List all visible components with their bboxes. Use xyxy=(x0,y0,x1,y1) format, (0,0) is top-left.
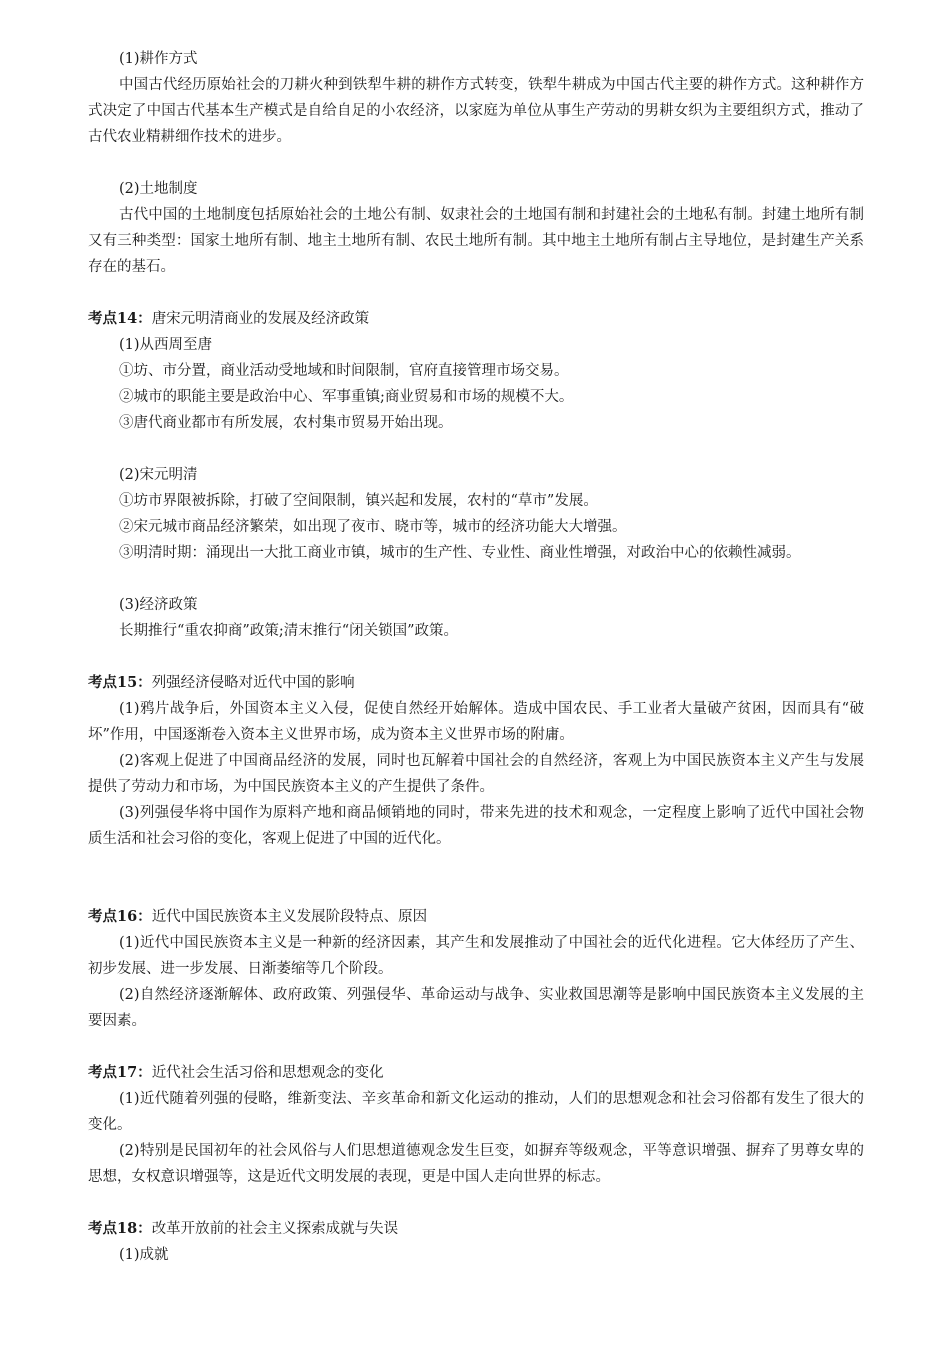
list-item: ③唐代商业都市有所发展，农村集市贸易开始出现。 xyxy=(119,415,453,431)
section-title: 列强经济侵略对近代中国的影响 xyxy=(151,675,355,691)
paragraph: (1)近代随着列强的侵略，维新变法、辛亥革命和新文化运动的推动，人们的思想观念和社会习俗都有发生了很大的变化。 xyxy=(88,1091,864,1133)
section-title: 唐宋元明清商业的发展及经济政策 xyxy=(151,311,370,327)
section-title: 近代中国民族资本主义发展阶段特点、原因 xyxy=(151,909,428,925)
section-label: 考点15： xyxy=(88,674,152,691)
subsection-title: (2)土地制度 xyxy=(119,181,198,197)
paragraph: 长期推行“重农抑商”政策;清末推行“闭关锁国”政策。 xyxy=(119,623,459,639)
paragraph: (2)客观上促进了中国商品经济的发展，同时也瓦解着中国社会的自然经济，客观上为中国民族资本主义产生与发展提供了劳动力和市场，为中国民族资本主义的产生提供了条件。 xyxy=(88,753,864,795)
section-title: 改革开放前的社会主义探索成就与失误 xyxy=(151,1221,399,1237)
list-item: ①坊、市分置，商业活动受地域和时间限制，官府直接管理市场交易。 xyxy=(119,363,569,379)
paragraph: (1)鸦片战争后，外国资本主义入侵，促使自然经开始解体。造成中国农民、手工业者大量破产贫困，因而具有“破坏”作用，中国逐渐卷入资本主义世界市场，成为资本主义世界市场的附庸。 xyxy=(88,701,864,743)
subsection-title: (1)耕作方式 xyxy=(119,51,198,67)
section-heading-17 xyxy=(88,1060,864,1086)
section-heading-14 xyxy=(88,306,864,332)
paragraph: (3)列强侵华将中国作为原料产地和商品倾销地的同时，带来先进的技术和观念，一定程度上影响了近代中国社会物质生活和社会习俗的变化，客观上促进了中国的近代化。 xyxy=(88,805,864,847)
subsection-title: (3)经济政策 xyxy=(119,597,198,613)
subsection-title: (1)成就 xyxy=(119,1247,169,1263)
paragraph: 古代中国的土地制度包括原始社会的土地公有制、奴隶社会的土地国有制和封建社会的土地私有制。封建土地所有制又有三种类型：国家土地所有制、地主土地所有制、农民土地所有制。其中地主土地所有制占主导地位，是封建生产关系存在的基石。 xyxy=(88,207,864,275)
paragraph: (1)近代中国民族资本主义是一种新的经济因素，其产生和发展推动了中国社会的近代化进程。它大体经历了产生、初步发展、进一步发展、日渐萎缩等几个阶段。 xyxy=(88,935,864,977)
section-label: 考点17： xyxy=(88,1064,152,1081)
subsection-title: (2)宋元明清 xyxy=(119,467,198,483)
section-heading-18 xyxy=(88,1216,864,1242)
list-item: ③明清时期：涌现出一大批工商业市镇，城市的生产性、专业性、商业性增强，对政治中心的依赖性减弱。 xyxy=(119,545,801,561)
subsection-title: (1)从西周至唐 xyxy=(119,337,213,353)
paragraph: (2)自然经济逐渐解体、政府政策、列强侵华、革命运动与战争、实业救国思潮等是影响中国民族资本主义发展的主要因素。 xyxy=(88,987,864,1029)
paragraph: (2)特别是民国初年的社会风俗与人们思想道德观念发生巨变，如摒弃等级观念，平等意识增强、摒弃了男尊女卑的思想，女权意识增强等，这是近代文明发展的表现，更是中国人走向世界的标志。 xyxy=(88,1143,864,1185)
list-item: ①坊市界限被拆除，打破了空间限制，镇兴起和发展，农村的“草市”发展。 xyxy=(119,493,598,509)
section-label: 考点16： xyxy=(88,908,152,925)
section-heading-15 xyxy=(88,670,864,696)
list-item: ②宋元城市商品经济繁荣，如出现了夜市、晓市等，城市的经济功能大大增强。 xyxy=(119,519,627,535)
section-label: 考点18： xyxy=(88,1220,152,1237)
list-item: ②城市的职能主要是政治中心、军事重镇;商业贸易和市场的规模不大。 xyxy=(119,389,574,405)
section-heading-16 xyxy=(88,904,864,930)
paragraph: 中国古代经历原始社会的刀耕火种到铁犁牛耕的耕作方式转变，铁犁牛耕成为中国古代主要的耕作方式。这种耕作方式决定了中国古代基本生产模式是自给自足的小农经济，以家庭为单位从事生产劳动的男耕女织为主要组织方式，推动了古代农业精耕细作技术的进步。 xyxy=(88,77,864,145)
section-label: 考点14： xyxy=(88,310,152,327)
section-title: 近代社会生活习俗和思想观念的变化 xyxy=(151,1065,384,1081)
document-page xyxy=(88,46,864,1268)
